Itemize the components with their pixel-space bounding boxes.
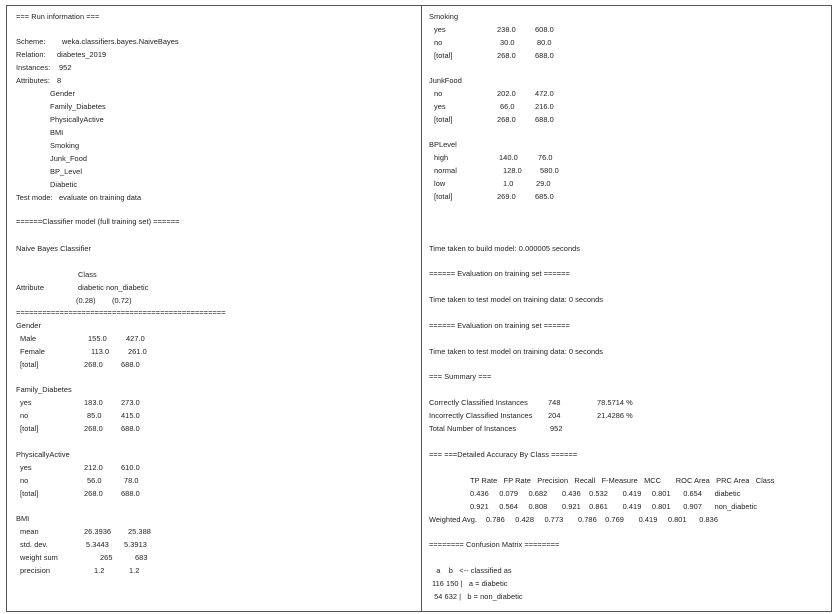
table-cell: 155.0	[88, 334, 107, 343]
bplevel-heading: BPLevel	[429, 140, 457, 149]
table-cell: 1.2	[129, 566, 140, 575]
table-row-label: no	[434, 38, 443, 47]
class-columns: diabetic non_diabetic	[78, 283, 149, 292]
table-cell: 78.0	[124, 476, 139, 485]
smoking-heading: Smoking	[429, 12, 459, 21]
summary-count: 204	[548, 411, 561, 420]
table-cell: 216.0	[535, 102, 554, 111]
attribute-item: BP_Level	[50, 167, 83, 176]
attribute-item: PhysicallyActive	[50, 115, 104, 124]
table-cell: 5.3443	[86, 540, 109, 549]
table-cell: 268.0	[84, 489, 103, 498]
confusion-matrix-row: 116 150 | a = diabetic	[432, 579, 508, 588]
table-cell: 202.0	[497, 89, 516, 98]
table-cell: 183.0	[84, 398, 103, 407]
table-row-label: yes	[434, 25, 446, 34]
accuracy-table-header: TP Rate FP Rate Precision Recall F-Measure MCC ROC Area PRC Area Class	[470, 476, 775, 485]
table-cell: 30.0	[500, 38, 515, 47]
table-row-label: no	[20, 411, 29, 420]
confusion-matrix-row: 54 632 | b = non_diabetic	[432, 592, 523, 601]
table-cell: 688.0	[535, 51, 554, 60]
instances-value: 952	[59, 63, 72, 72]
summary-label: Total Number of Instances	[429, 424, 517, 433]
table-cell: 273.0	[121, 398, 140, 407]
table-row-label: [total]	[434, 192, 453, 201]
attribute-item: Gender	[50, 89, 75, 98]
table-row-label: precision	[20, 566, 51, 575]
table-cell: 268.0	[84, 360, 103, 369]
table-cell: 56.0	[87, 476, 102, 485]
summary-pct: 21.4286 %	[597, 411, 633, 420]
table-cell: 113.0	[91, 347, 110, 356]
table-row-label: high	[434, 153, 449, 162]
test-mode-value: evaluate on training data	[59, 193, 142, 202]
table-row-label: std. dev.	[20, 540, 48, 549]
table-cell: 26.3936	[84, 527, 112, 536]
table-cell: 683	[135, 553, 148, 562]
table-row-label: [total]	[20, 424, 39, 433]
table-row-label: [total]	[20, 360, 39, 369]
table-row-label: [total]	[434, 51, 453, 60]
time-test-model-1: Time taken to test model on training data: 0 seconds	[429, 295, 604, 304]
table-cell: 265	[100, 553, 113, 562]
table-cell: 269.0	[497, 192, 516, 201]
classifier-model-header: ======Classifier model (full training set) ======	[16, 217, 180, 226]
prior-diabetic: (0.28)	[76, 296, 96, 305]
attribute-column-label: Attribute	[16, 283, 44, 292]
nb-title: Naive Bayes Classifier	[16, 244, 92, 253]
table-row-label: Male	[20, 334, 37, 343]
table-cell: 472.0	[535, 89, 554, 98]
relation-value: diabetes_2019	[57, 50, 107, 59]
table-row-label: no	[434, 89, 443, 98]
physically-active-heading: PhysicallyActive	[16, 450, 70, 459]
scheme-label: Scheme:	[16, 37, 46, 46]
table-row-label: low	[434, 179, 446, 188]
table-cell: 268.0	[497, 115, 516, 124]
table-cell: 212.0	[84, 463, 103, 472]
time-test-model-2: Time taken to test model on training data: 0 seconds	[429, 347, 604, 356]
attribute-item: Junk_Food	[50, 154, 88, 163]
summary-count: 952	[550, 424, 563, 433]
table-cell: 688.0	[121, 489, 140, 498]
junkfood-heading: JunkFood	[429, 76, 462, 85]
table-cell: 261.0	[128, 347, 147, 356]
table-row-label: yes	[434, 102, 446, 111]
table-row-label: normal	[434, 166, 457, 175]
table-cell: 608.0	[535, 25, 554, 34]
class-label: Class	[78, 270, 97, 279]
table-cell: 427.0	[126, 334, 145, 343]
table-cell: 268.0	[497, 51, 516, 60]
table-cell: 76.0	[538, 153, 553, 162]
confusion-matrix-header: ======== Confusion Matrix ========	[429, 540, 560, 549]
table-cell: 1.2	[94, 566, 105, 575]
column-divider	[421, 5, 422, 612]
eval-header-2: ====== Evaluation on training set ======	[429, 321, 570, 330]
table-cell: 688.0	[121, 424, 140, 433]
table-cell: 688.0	[121, 360, 140, 369]
table-cell: 238.0	[497, 25, 516, 34]
weighted-avg-label: Weighted Avg.	[429, 515, 478, 524]
table-cell: 415.0	[121, 411, 140, 420]
attributes-label: Attributes:	[16, 76, 50, 85]
table-cell: 85.0	[87, 411, 102, 420]
table-row: 0.436 0.079 0.682 0.436 0.532 0.419 0.801 0.654 diabetic	[470, 489, 741, 498]
table-row-label: yes	[20, 463, 32, 472]
table-cell: 80.0	[537, 38, 552, 47]
table-cell: 1.0	[503, 179, 514, 188]
summary-count: 748	[548, 398, 561, 407]
confusion-matrix-col-header: a b <-- classified as	[432, 566, 512, 575]
table-row: 0.921 0.564 0.808 0.921 0.861 0.419 0.801 0.907 non_diabetic	[470, 502, 758, 511]
table-row-label: no	[20, 476, 29, 485]
table-cell: 140.0	[499, 153, 518, 162]
attribute-item: BMI	[50, 128, 64, 137]
table-row-label: [total]	[434, 115, 453, 124]
bmi-heading: BMI	[16, 514, 30, 523]
table-cell: 25.388	[128, 527, 151, 536]
scheme-value: weka.classifiers.bayes.NaiveBayes	[62, 37, 179, 46]
detailed-accuracy-header: === ===Detailed Accuracy By Class ======	[429, 450, 578, 459]
eval-header-1: ====== Evaluation on training set ======	[429, 269, 570, 278]
table-cell: 688.0	[535, 115, 554, 124]
table-cell: 268.0	[84, 424, 103, 433]
table-cell: 580.0	[540, 166, 559, 175]
attribute-item: Family_Diabetes	[50, 102, 106, 111]
attributes-count: 8	[57, 76, 62, 85]
table-row-label: Female	[20, 347, 45, 356]
summary-label: Correctly Classified Instances	[429, 398, 528, 407]
table-cell: 685.0	[535, 192, 554, 201]
table-row-label: yes	[20, 398, 32, 407]
gender-heading: Gender	[16, 321, 41, 330]
table-cell: 29.0	[536, 179, 551, 188]
summary-pct: 78.5714 %	[597, 398, 633, 407]
summary-header: === Summary ===	[429, 372, 492, 381]
weighted-avg-row: 0.786 0.428 0.773 0.786 0.769 0.419 0.801 0.836	[486, 515, 718, 524]
table-cell: 66.0	[500, 102, 515, 111]
time-build-model: Time taken to build model: 0.000005 seconds	[429, 244, 581, 253]
prior-non-diabetic: (0.72)	[112, 296, 132, 305]
table-cell: 128.0	[503, 166, 522, 175]
instances-label: Instances:	[16, 63, 51, 72]
table-cell: 5.3913	[124, 540, 147, 549]
table-row-label: mean	[20, 527, 39, 536]
relation-label: Relation:	[16, 50, 46, 59]
summary-label: Incorrectly Classified Instances	[429, 411, 533, 420]
table-cell: 610.0	[121, 463, 140, 472]
run-info-header: === Run information ===	[16, 12, 100, 21]
family-diabetes-heading: Family_Diabetes	[16, 385, 72, 394]
separator-line: ================================================	[16, 308, 226, 317]
table-row-label: [total]	[20, 489, 39, 498]
attribute-item: Smoking	[50, 141, 80, 150]
table-row-label: weight sum	[20, 553, 58, 562]
test-mode-label: Test mode:	[16, 193, 53, 202]
attribute-item: Diabetic	[50, 180, 78, 189]
